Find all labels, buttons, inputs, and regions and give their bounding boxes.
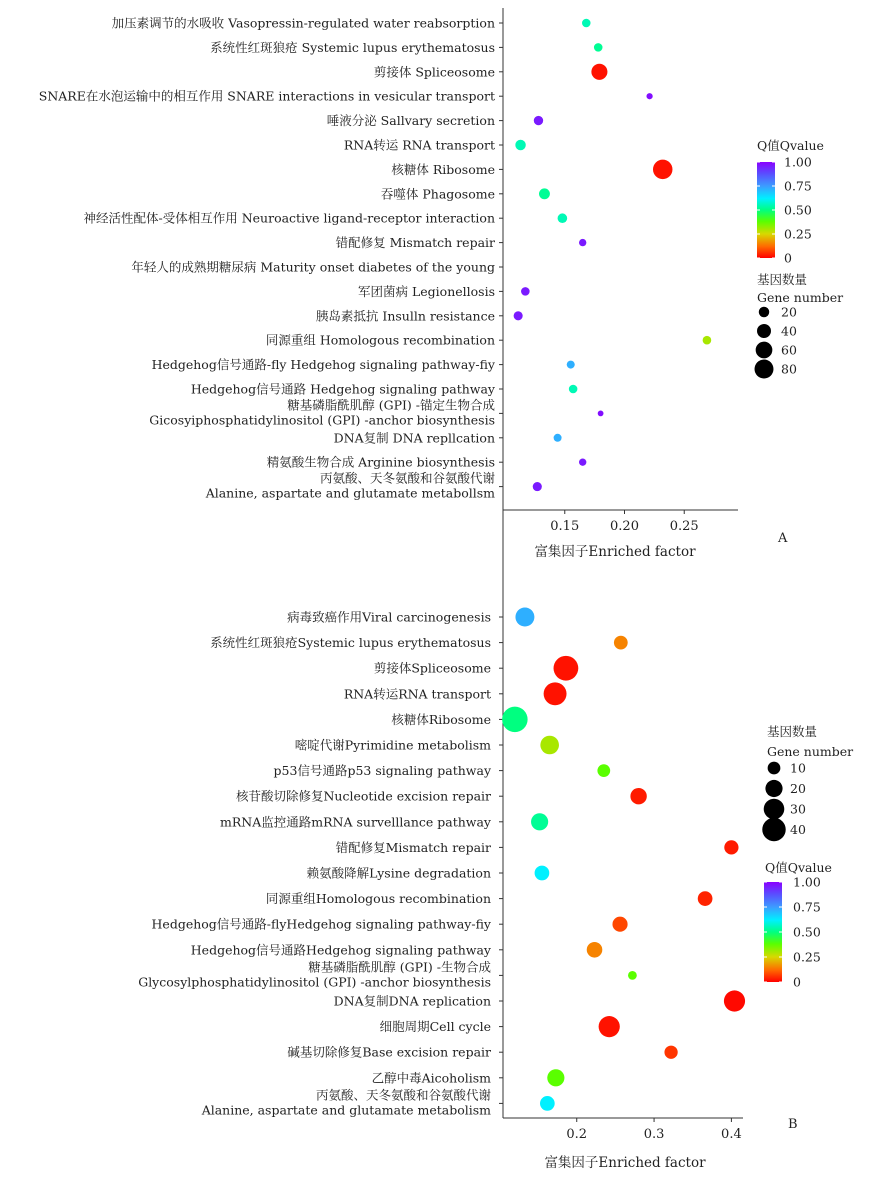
size-legend-label: 20 <box>790 781 806 796</box>
color-legend-tick-label: 0.25 <box>793 949 821 965</box>
pathway-label-en: Glycosylphosphatidylinositol (GPI) -anchor biosynthesis <box>138 974 491 990</box>
color-legend-tick-label: 1.00 <box>793 874 821 890</box>
data-point <box>544 682 567 705</box>
data-point <box>724 840 738 854</box>
data-point <box>502 707 527 732</box>
size-legend-label: 20 <box>781 304 797 320</box>
data-point <box>547 1069 564 1086</box>
data-point <box>534 116 543 125</box>
data-point <box>515 140 525 150</box>
data-point <box>514 311 523 320</box>
color-legend-tick-label: 0.75 <box>793 899 821 915</box>
data-point <box>569 385 578 394</box>
x-axis-title: 富集因子Enriched factor <box>534 544 696 560</box>
pathway-label-cn: 丙氨酸、天冬氨酸和谷氨酸代谢 <box>315 1087 491 1103</box>
pathway-label: 同源重组Homologous recombination <box>265 891 491 907</box>
x-axis-title: 富集因子Enriched factor <box>544 1155 706 1171</box>
data-point <box>579 459 586 466</box>
color-legend-title: Q值Qvalue <box>765 860 832 875</box>
pathway-label: 年轻人的成熟期糖尿病 Maturity onset diabetes of the young <box>131 259 495 275</box>
size-legend-title: 基因数量 <box>767 724 818 739</box>
pathway-label: 军团菌病 Legionellosis <box>358 283 495 299</box>
color-legend-tick-label: 0 <box>793 974 801 990</box>
size-legend-title: 基因数量 <box>757 272 808 287</box>
data-point <box>594 43 603 52</box>
pathway-label: Hedgehog信号通路-flyHedgehog signaling pathway-fiy <box>151 916 491 932</box>
pathway-label: 碱基切除修复Base excision repair <box>287 1044 491 1060</box>
data-point <box>664 1046 677 1059</box>
data-point <box>614 636 628 650</box>
data-point <box>540 736 559 755</box>
data-point <box>597 764 610 777</box>
data-point <box>582 19 591 28</box>
pathway-label: 核糖体 Ribosome <box>391 161 495 177</box>
size-legend-dot <box>762 818 785 841</box>
size-legend-subtitle: Gene number <box>757 290 844 305</box>
data-point <box>630 788 646 804</box>
pathway-label: Hedgehog信号通路Hedgehog signaling pathway <box>190 942 491 958</box>
pathway-label: 系统性红斑狼疮Systemic lupus erythematosus <box>210 635 491 651</box>
pathway-label: 剪接体 Spliceosome <box>373 64 495 80</box>
data-point <box>533 482 542 491</box>
x-tick-label: 0.25 <box>669 519 699 534</box>
data-point <box>724 990 745 1011</box>
size-legend-dot <box>768 762 781 775</box>
x-tick-label: 0.20 <box>610 519 639 534</box>
pathway-label: Hedgehog信号通路 Hedgehog signaling pathway <box>190 381 495 397</box>
size-legend-label: 40 <box>790 822 806 837</box>
pathway-label: 加压素调节的水吸收 Vasopressin-regulated water reabsorption <box>111 15 495 31</box>
x-tick-label: 0.15 <box>550 519 580 534</box>
pathway-label: 核苷酸切除修复Nucleotide excision repair <box>235 788 491 804</box>
data-point <box>591 64 607 80</box>
size-legend-dot <box>759 307 769 317</box>
x-tick-label: 0.2 <box>566 1127 588 1142</box>
size-legend-dot <box>755 360 774 379</box>
pathway-label: 病毒致癌作用Viral carcinogenesis <box>287 609 491 625</box>
x-tick-label: 0.3 <box>643 1127 665 1142</box>
data-point <box>646 93 652 99</box>
pathway-label: 细胞周期Cell cycle <box>379 1019 491 1035</box>
data-point <box>539 188 550 199</box>
x-tick-label: 0.4 <box>721 1127 742 1142</box>
color-legend-tick-label: 0 <box>784 250 792 266</box>
color-legend-tick-label: 0.50 <box>784 202 812 218</box>
size-legend-label: 80 <box>781 361 797 377</box>
data-point <box>628 971 637 980</box>
data-point <box>653 160 672 179</box>
data-point <box>598 411 604 417</box>
panel-b <box>138 8 853 1171</box>
data-point <box>698 891 713 906</box>
pathway-label: 吞噬体 Phagosome <box>380 186 495 202</box>
size-legend-label: 40 <box>781 323 797 339</box>
panel-letter: B <box>788 1117 798 1132</box>
color-legend-title: Q值Qvalue <box>757 138 824 153</box>
pathway-label: 赖氨酸降解Lysine degradation <box>306 865 491 881</box>
size-legend-subtitle: Gene number <box>767 744 854 759</box>
color-legend-tick-label: 0.50 <box>793 924 821 940</box>
color-legend-tick-label: 0.75 <box>784 178 812 194</box>
data-point <box>515 608 534 627</box>
pathway-label-cn: 糖基磷脂酰肌醇 (GPI) -生物合成 <box>308 959 491 975</box>
panel-letter: A <box>778 531 788 546</box>
size-legend-label: 30 <box>790 801 806 817</box>
data-point <box>535 866 550 881</box>
data-point <box>567 361 575 369</box>
size-legend-dot <box>764 799 785 820</box>
size-legend-dot <box>757 324 771 338</box>
pathway-label: 嘧啶代谢Pyrimidine metabolism <box>294 737 491 753</box>
pathway-label-cn: 丙氨酸、天冬氨酸和谷氨酸代谢 <box>319 470 495 486</box>
color-legend-tick-label: 1.00 <box>784 154 812 170</box>
pathway-label-en: Gicosyiphosphatidylinositol (GPI) -anchor biosynthesis <box>149 412 495 428</box>
data-point <box>599 1016 620 1037</box>
data-point <box>703 336 712 345</box>
pathway-label: 错配修复 Mismatch repair <box>335 235 495 251</box>
data-point <box>531 813 548 830</box>
pathway-label: 精氨酸生物合成 Arginine biosynthesis <box>266 454 495 470</box>
panel-a <box>39 8 843 560</box>
pathway-label: p53信号通路p53 signaling pathway <box>273 763 491 779</box>
pathway-label: 剪接体Spliceosome <box>373 660 491 676</box>
data-point <box>579 239 586 246</box>
pathway-label: DNA复制 DNA repllcation <box>333 430 495 446</box>
pathway-label: 乙醇中毒Aicoholism <box>371 1070 491 1086</box>
pathway-label: Hedgehog信号通路-fly Hedgehog signaling pathway-fiy <box>151 357 495 373</box>
pathway-label: SNARE在水泡运输中的相互作用 SNARE interactions in vesicular transport <box>38 88 495 104</box>
size-legend-dot <box>756 342 773 359</box>
pathway-label: 核糖体Ribosome <box>391 711 491 727</box>
pathway-label-en: Alanine, aspartate and glutamate metabollsm <box>205 485 495 501</box>
pathway-label: RNA转运 RNA transport <box>343 137 495 153</box>
size-legend-label: 60 <box>781 342 797 358</box>
data-point <box>558 213 568 223</box>
data-point <box>587 942 603 958</box>
pathway-label: 系统性红斑狼疮 Systemic lupus erythematosus <box>210 39 495 55</box>
pathway-label: mRNA监控通路mRNA survelllance pathway <box>220 814 491 830</box>
data-point <box>554 656 579 681</box>
pathway-label: 神经活性配体-受体相互作用 Neuroactive ligand-receptor interaction <box>83 210 495 226</box>
pathway-label: 唾液分泌 Sallvary secretion <box>326 113 495 129</box>
pathway-label: 同源重组 Homologous recombination <box>265 332 495 348</box>
data-point <box>540 1096 555 1111</box>
data-point <box>612 917 627 932</box>
pathway-label-cn: 糖基磷脂酰肌醇 (GPI) -锚定生物合成 <box>287 397 495 413</box>
pathway-label: 胰岛素抵抗 Insulln resistance <box>315 308 495 324</box>
pathway-label: DNA复制DNA replication <box>333 993 491 1009</box>
pathway-label: RNA转运RNA transport <box>343 686 491 702</box>
pathway-label-en: Alanine, aspartate and glutamate metabolism <box>201 1102 491 1118</box>
data-point <box>521 287 530 296</box>
data-point <box>554 434 562 442</box>
size-legend-label: 10 <box>790 760 806 776</box>
color-legend-tick-label: 0.25 <box>784 226 812 242</box>
size-legend-dot <box>765 780 782 797</box>
pathway-label: 错配修复Mismatch repair <box>335 839 491 855</box>
